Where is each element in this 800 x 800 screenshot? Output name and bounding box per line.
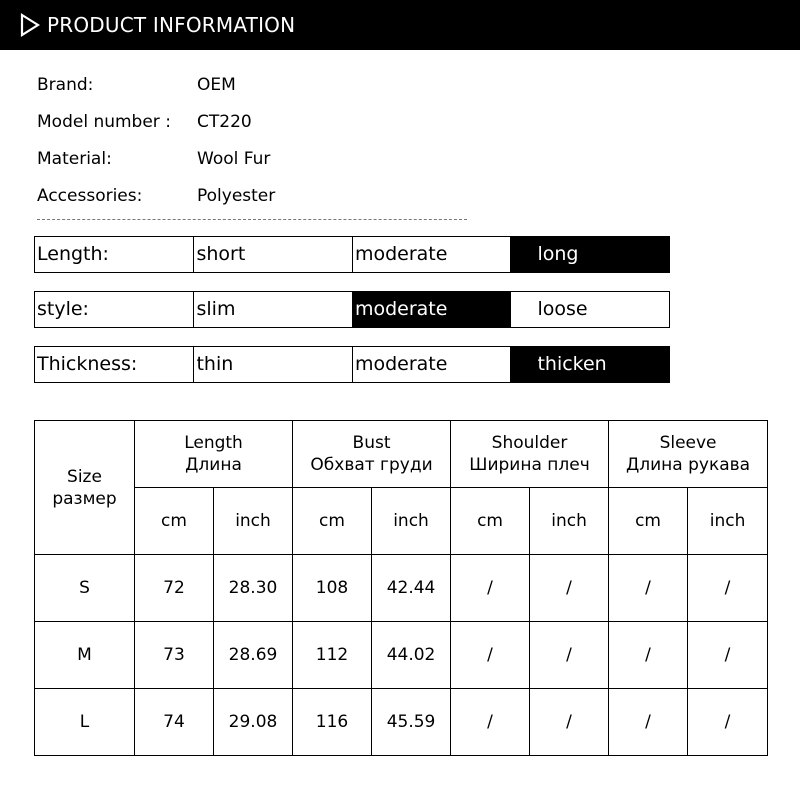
size-header-en: Size — [67, 466, 102, 487]
value-cell: 74 — [135, 689, 214, 756]
info-value: CT220 — [197, 112, 252, 132]
table-header-row — [35, 421, 768, 488]
value-cell: 108 — [293, 555, 372, 622]
value-cell: / — [609, 689, 688, 756]
value-cell: 42.44 — [372, 555, 451, 622]
value-cell: / — [451, 689, 530, 756]
attribute-row-thickness — [34, 346, 670, 383]
size-chart-table — [34, 420, 768, 756]
info-label: Material: — [37, 149, 112, 169]
value-cell: 116 — [293, 689, 372, 756]
group-header-en: Sleeve — [659, 433, 717, 453]
unit-cell: inch — [688, 488, 768, 555]
info-label: Accessories: — [37, 186, 143, 206]
unit-cell: cm — [609, 488, 688, 555]
group-header-en: Shoulder — [491, 433, 568, 453]
group-header-ru: Длина — [185, 455, 242, 475]
info-value: Polyester — [197, 186, 276, 206]
unit-cell: cm — [451, 488, 530, 555]
table-row — [35, 555, 768, 622]
group-header-bust — [293, 421, 451, 488]
value-cell: 28.30 — [214, 555, 293, 622]
unit-header-row — [35, 488, 768, 555]
attribute-label: Thickness: — [37, 353, 138, 375]
value-cell: 45.59 — [372, 689, 451, 756]
value-cell: / — [609, 555, 688, 622]
size-header-cell — [35, 421, 135, 555]
group-header-ru: Длина рукава — [625, 455, 751, 475]
info-value: Wool Fur — [197, 149, 271, 169]
header-bar — [0, 0, 800, 50]
table-row — [35, 622, 768, 689]
attribute-option: slim — [193, 292, 351, 327]
value-cell: 29.08 — [214, 689, 293, 756]
value-cell: / — [451, 555, 530, 622]
attribute-option: loose — [510, 292, 669, 327]
attribute-row-length — [34, 236, 670, 273]
group-header-length — [135, 421, 293, 488]
value-cell: 112 — [293, 622, 372, 689]
value-cell: 44.02 — [372, 622, 451, 689]
group-header-shoulder — [451, 421, 609, 488]
info-label: Model number : — [37, 112, 171, 132]
play-triangle-icon — [20, 13, 40, 37]
attribute-option: moderate — [352, 347, 510, 382]
value-cell: / — [688, 555, 768, 622]
attribute-row-style — [34, 291, 670, 328]
value-cell: / — [688, 622, 768, 689]
info-value: OEM — [197, 75, 236, 95]
attribute-label: style: — [37, 298, 89, 320]
group-header-en: Bust — [352, 433, 391, 453]
value-cell: / — [530, 689, 609, 756]
value-cell: / — [688, 689, 768, 756]
value-cell: 72 — [135, 555, 214, 622]
unit-cell: cm — [135, 488, 214, 555]
group-header-en: Length — [184, 433, 243, 453]
value-cell: 73 — [135, 622, 214, 689]
unit-cell: cm — [293, 488, 372, 555]
info-label: Brand: — [37, 75, 94, 95]
attribute-option: moderate — [352, 237, 510, 272]
value-cell: / — [451, 622, 530, 689]
value-cell: / — [530, 555, 609, 622]
size-cell: S — [35, 555, 135, 622]
unit-cell: inch — [214, 488, 293, 555]
value-cell: / — [530, 622, 609, 689]
size-header-ru: размер — [52, 488, 117, 509]
group-header-sleeve — [609, 421, 768, 488]
size-cell: M — [35, 622, 135, 689]
page-title: PRODUCT INFORMATION — [47, 13, 296, 37]
value-cell: 28.69 — [214, 622, 293, 689]
attribute-option: short — [193, 237, 351, 272]
attribute-option-selected: moderate — [352, 292, 510, 327]
dashed-divider — [37, 219, 467, 220]
value-cell: / — [609, 622, 688, 689]
unit-cell: inch — [372, 488, 451, 555]
attribute-option-selected: long — [510, 237, 669, 272]
attribute-label: Length: — [37, 243, 109, 265]
attribute-option-selected: thicken — [510, 347, 669, 382]
attribute-option: thin — [193, 347, 351, 382]
group-header-ru: Обхват груди — [310, 455, 433, 475]
table-row — [35, 689, 768, 756]
group-header-ru: Ширина плеч — [469, 455, 590, 475]
size-cell: L — [35, 689, 135, 756]
unit-cell: inch — [530, 488, 609, 555]
